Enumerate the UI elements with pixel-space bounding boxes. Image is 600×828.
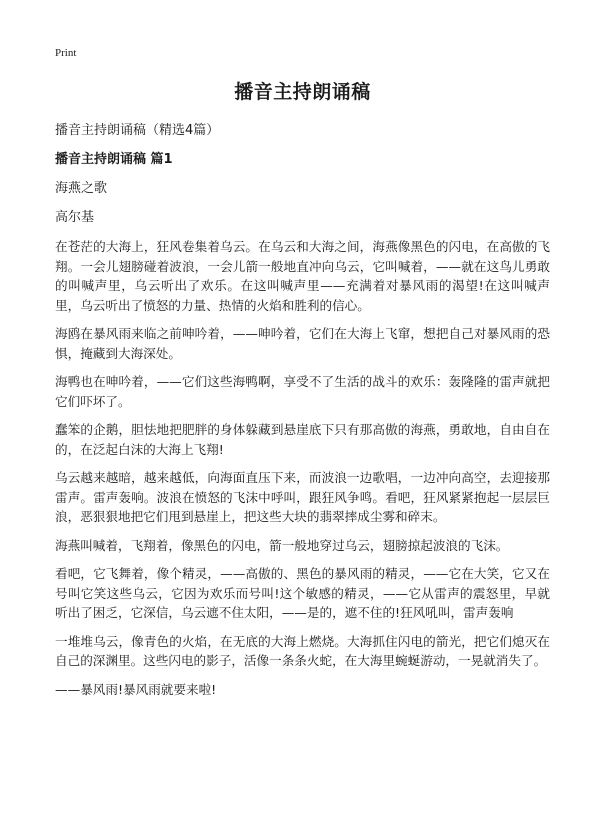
print-link[interactable]: Print bbox=[55, 47, 77, 59]
document-subtitle: 播音主持朗诵稿（精选4篇） bbox=[55, 123, 220, 138]
section-heading: 播音主持朗诵稿 篇1 bbox=[55, 152, 173, 167]
poem-title: 海燕之歌 bbox=[55, 181, 108, 196]
document-page bbox=[55, 78, 550, 708]
paragraph: 海鸭也在呻吟着，——它们这些海鸭啊，享受不了生活的战斗的欢乐：轰隆隆的雷声就把它们吓坏了。 bbox=[55, 374, 550, 409]
paragraph: 海鸥在暴风雨来临之前呻吟着，——呻吟着，它们在大海上飞窜，想把自己对暴风雨的恐惧，掩藏到大海深处。 bbox=[55, 326, 550, 361]
document-title: 播音主持朗诵稿 bbox=[234, 81, 371, 103]
paragraph: 在苍茫的大海上，狂风卷集着乌云。在乌云和大海之间，海燕像黑色的闪电，在高傲的飞翔。一会儿翅膀碰着波浪，一会儿箭一般地直冲向乌云，它叫喊着，——就在这鸟儿勇敢的叫喊声里，乌云听出了欢乐。在这叫喊声里——充满着对暴风雨的渴望!在这叫喊声里，乌云听出了愤怒的力量、热情的火焰和胜利的信心。 bbox=[55, 239, 550, 313]
paragraph: 海燕叫喊着，飞翔着，像黑色的闪电，箭一般地穿过乌云，翅膀掠起波浪的飞沫。 bbox=[55, 537, 509, 553]
paragraph: 一堆堆乌云，像青色的火焰，在无底的大海上燃烧。大海抓住闪电的箭光，把它们熄灭在自己的深渊里。这些闪电的影子，活像一条条火蛇，在大海里蜿蜒游动，一晃就消失了。 bbox=[55, 633, 550, 668]
paragraph: ——暴风雨!暴风雨就要来啦! bbox=[55, 681, 217, 697]
paragraph: 看吧，它飞舞着，像个精灵，——高傲的、黑色的暴风雨的精灵，——它在大笑，它又在号叫它笑这些乌云，它因为欢乐而号叫!这个敏感的精灵，——它从雷声的震怒里，早就听出了困乏，它深信，乌云遮不住太阳，——是的，遮不住的!狂风吼叫，雷声轰响 bbox=[55, 566, 550, 620]
poem-author: 高尔基 bbox=[55, 210, 95, 225]
paragraph: 蠢笨的企鹅，胆怯地把肥胖的身体躲藏到悬崖底下只有那高傲的海燕，勇敢地，自由自在的，在泛起白沫的大海上飞翔! bbox=[55, 422, 550, 457]
paragraph: 乌云越来越暗，越来越低，向海面直压下来，而波浪一边歌唱，一边冲向高空，去迎接那雷声。雷声轰响。波浪在愤怒的飞沫中呼叫，跟狂风争鸣。看吧，狂风紧紧抱起一层层巨浪，恶狠狠地把它们甩到悬崖上，把这些大块的翡翠摔成尘雾和碎末。 bbox=[55, 470, 550, 524]
